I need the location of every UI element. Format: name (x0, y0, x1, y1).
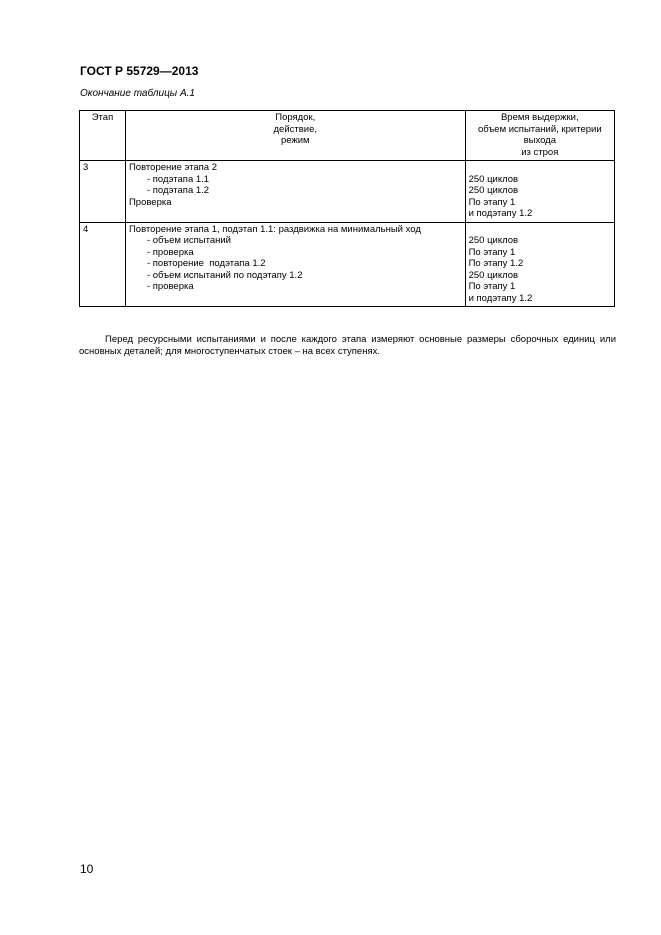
document-title: ГОСТ Р 55729—2013 (80, 64, 199, 78)
stages-table (79, 110, 615, 307)
order-line: - подэтапа 1.2 (146, 185, 210, 196)
time-line: 250 циклов (468, 235, 519, 246)
order-line: Проверка (128, 196, 172, 208)
order-cell (125, 161, 465, 223)
stage-cell (80, 161, 126, 223)
time-line: По этапу 1.2 (468, 258, 524, 269)
header-time-line: выхода (523, 135, 556, 146)
time-line: 250 циклов (468, 269, 519, 281)
time-line (469, 162, 611, 174)
table-header-row (80, 111, 615, 161)
header-order-line: действие, (273, 123, 318, 135)
header-stage (80, 111, 126, 161)
header-order-line: Порядок, (275, 112, 316, 123)
header-time (465, 111, 614, 161)
page-number: 10 (80, 862, 94, 876)
time-line: 250 циклов (468, 173, 519, 185)
header-time-line: из строя (521, 146, 559, 158)
header-order-line: режим (280, 135, 310, 146)
order-cell (125, 222, 465, 307)
table-body (80, 161, 615, 307)
table-row (80, 222, 615, 307)
time-line: и подэтапу 1.2 (468, 208, 533, 219)
time-line: По этапу 1 (468, 281, 516, 292)
order-line: - подэтапа 1.1 (146, 173, 210, 185)
order-line: Повторение этапа 2 (128, 162, 218, 173)
header-time-line: Время выдержки, (500, 112, 579, 123)
time-line: и подэтапу 1.2 (468, 292, 533, 304)
time-line: 250 циклов (468, 185, 519, 196)
order-line: - объем испытаний по подэтапу 1.2 (146, 269, 303, 281)
time-cell (465, 161, 614, 223)
time-line: По этапу 1 (468, 246, 516, 258)
stage-number: 3 (83, 162, 89, 173)
stage-cell (80, 222, 126, 307)
header-time-line: объем испытаний, критерии (477, 123, 602, 135)
body-paragraph: Перед ресурсными испытаниями и после каждого этапа измеряют основные размеры сборочных единиц или основных деталей; для многоступенчатых стоек – на всех ступенях. (79, 334, 616, 357)
table-caption: Окончание таблицы А.1 (80, 88, 195, 99)
time-line: По этапу 1 (468, 196, 516, 208)
order-line: - проверка (146, 246, 194, 258)
order-line: - объем испытаний (146, 235, 231, 246)
header-stage-text: Этап (91, 112, 114, 123)
order-line: - повторение подэтапа 1.2 (146, 258, 266, 269)
stage-number: 4 (83, 223, 89, 235)
order-line: Повторение этапа 1, подэтап 1.1: раздвижка на минимальный ход (128, 223, 421, 235)
table-row (80, 161, 615, 223)
time-cell (465, 222, 614, 307)
header-order (125, 111, 465, 161)
time-line (469, 224, 611, 236)
order-line: - проверка (146, 281, 194, 292)
